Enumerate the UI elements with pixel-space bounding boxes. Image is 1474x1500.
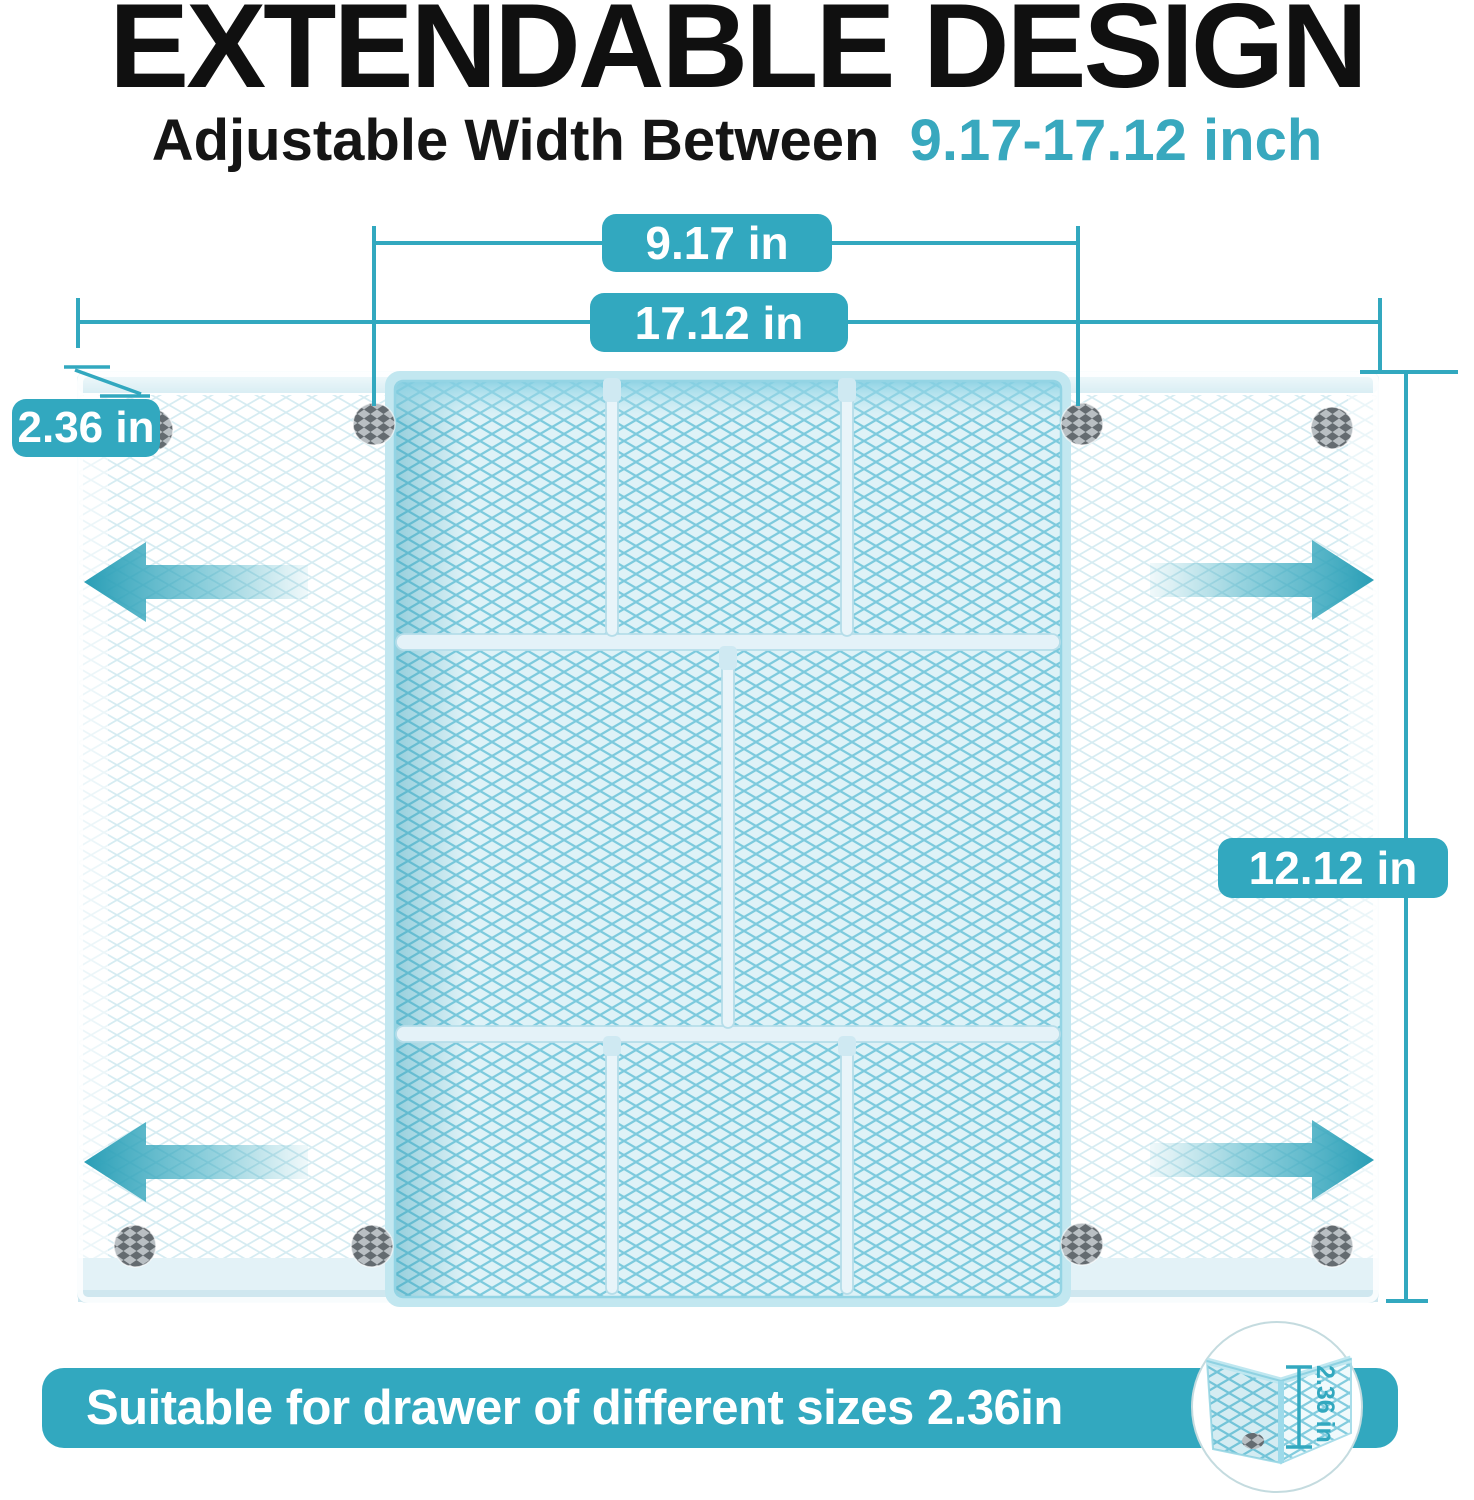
- mesh-magnet-dot-icon: [1061, 403, 1103, 445]
- divider-vertical: [606, 384, 618, 636]
- subheadline-text: Adjustable Width Between: [151, 108, 880, 173]
- mesh-magnet-dot-icon: [1061, 1223, 1103, 1265]
- depth-inset-circle: [1191, 1321, 1363, 1493]
- headline: EXTENDABLE DESIGN: [109, 0, 1365, 113]
- dim-extended-width-badge: 17.12 in: [590, 293, 848, 352]
- center-organizer: [390, 376, 1066, 1302]
- mesh-magnet-dot-icon: [1311, 407, 1353, 449]
- footer-note-text: Suitable for drawer of different sizes 2.36in: [86, 1381, 1063, 1435]
- inset-depth-label: 2.36 in: [1311, 1365, 1339, 1443]
- dim-depth-badge: 2.36 in: [12, 399, 160, 457]
- subheadline-range: 9.17-17.12 inch: [909, 108, 1323, 173]
- mesh-magnet-dot-icon: [1311, 1225, 1353, 1267]
- mesh-basket-corner-icon: [1193, 1323, 1365, 1495]
- divider-vertical: [841, 1044, 853, 1294]
- mesh-magnet-dot-icon: [351, 1225, 393, 1267]
- mesh-magnet-dot-icon: [114, 1225, 156, 1267]
- divider-vertical: [841, 384, 853, 636]
- dim-length-badge: 12.12 in: [1218, 838, 1448, 898]
- divider-vertical: [722, 652, 734, 1028]
- dim-retracted-width-badge: 9.17 in: [602, 214, 832, 272]
- divider-vertical: [606, 1044, 618, 1294]
- mesh-magnet-dot-icon: [353, 403, 395, 445]
